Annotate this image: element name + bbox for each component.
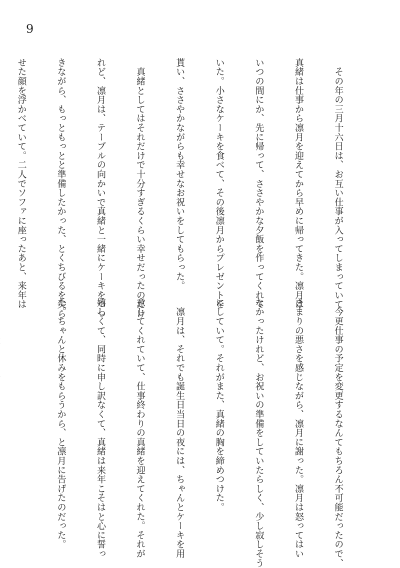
text-line: 真緒は仕事から凛月を迎えてから早めに帰ってきた。凛月は xyxy=(291,58,304,268)
page-number: 9 xyxy=(26,22,34,36)
text-line: 嬉しくて、同時に申し訳なくて、真緒は来年こそはと心に誓っ xyxy=(93,298,106,532)
text-line: その年の三月十六日は、お互い仕事が入ってしまっていて、 xyxy=(330,58,343,268)
text-line: いつの間にか、先に帰って、ささやかな夕飯を作ってくれて xyxy=(251,58,264,268)
text-line: 貰い、ささやかながらも幸せなお祝いをしてもらった。 xyxy=(172,58,185,268)
text-line: れど、凛月は、テーブルの向かいで真緒と一緒にケーキをつつ xyxy=(93,58,106,268)
text-line: にしていて。それがまた、真緒の胸を締めつけた。 xyxy=(212,298,225,532)
text-line: きまりの悪さを感じながら、凛月に謝った。凛月は怒ってはい xyxy=(291,298,304,532)
text-line: 今更仕事の予定を変更するなんてもちろん不可能だったので、 xyxy=(330,298,343,532)
text-line: 真緒としてはそれだけで十分すぎるくらい幸せだったのだけ xyxy=(132,58,145,268)
text-line: きながら、もっともっとと準備したかった、とくちびるを尖ら xyxy=(53,58,66,268)
text-line: いた。小さなケーキを食べて、その後凛月からプレゼントを xyxy=(212,58,225,268)
text-line: なかったけれど、お祝いの準備をしていたらしく、少し寂しそう xyxy=(251,298,264,532)
text-block-bottom xyxy=(34,298,370,532)
text-block-top xyxy=(34,58,370,268)
text-line: せた顔を浮かべていて。二人でソファに座ったあと、来年は xyxy=(14,58,27,268)
text-line: た。ちゃんと休みをもらうから、と凛月に告げたのだった。 xyxy=(53,298,66,532)
text-line: 凛月は、それでも誕生日当日の夜には、ちゃんとケーキを用 xyxy=(172,298,185,532)
text-line: 意してくれていて、仕事終わりの真緒を迎えてくれた。それが xyxy=(132,298,145,532)
